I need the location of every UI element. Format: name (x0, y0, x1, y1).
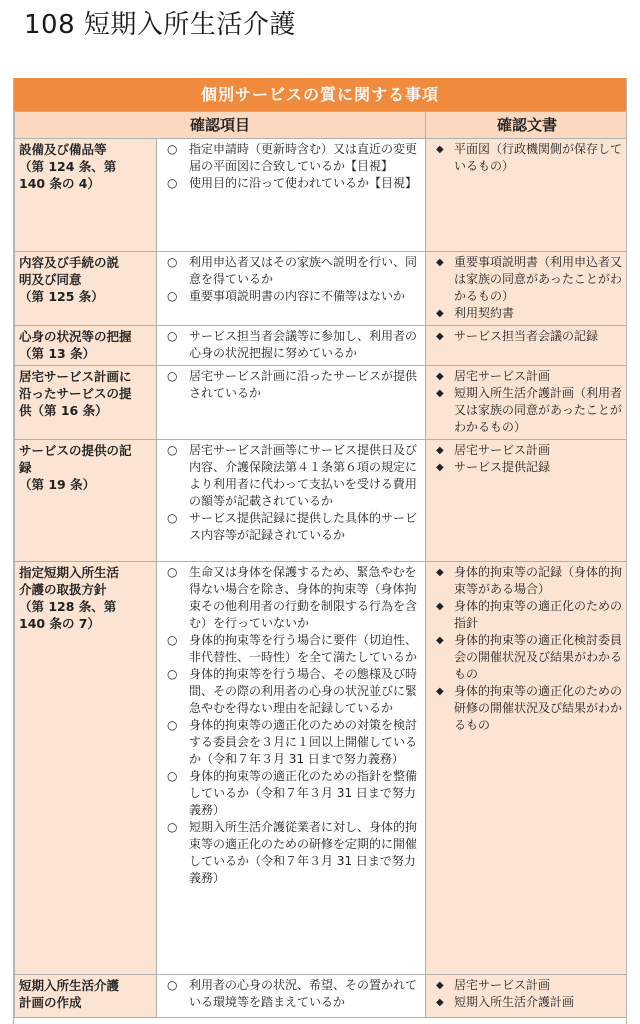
check-items-cell (157, 326, 426, 366)
check-item (161, 819, 422, 887)
diamond-bullet-icon: ◆ (436, 144, 444, 155)
circle-marker-icon: ○ (167, 718, 178, 732)
category-line: 供（第 16 条） (19, 403, 108, 418)
check-items-cell (157, 252, 426, 326)
checklist-sheet (13, 78, 627, 1024)
category-line: 140 条の 4） (19, 176, 100, 191)
category-line: 短期入所生活介護 (19, 978, 120, 993)
document-text: 居宅サービス計画 (454, 443, 551, 457)
section-banner: 個別サービスの質に関する事項 (14, 78, 626, 111)
check-item (161, 175, 422, 192)
check-docs-cell (426, 252, 627, 326)
diamond-bullet-icon: ◆ (436, 308, 444, 319)
check-item (161, 977, 422, 1011)
check-items-cell (157, 975, 426, 1018)
document-text: 居宅サービス計画 (454, 369, 551, 383)
circle-marker-icon: ○ (167, 369, 178, 383)
header-check-items: 確認項目 (15, 112, 426, 139)
category-line: （第 125 条） (19, 289, 104, 304)
document-item (430, 328, 625, 345)
check-item (161, 368, 422, 402)
check-item (161, 666, 422, 717)
check-item-text: 身体的拘束等の適正化のための指針を整備しているか（令和７年３月 31 日まで努力義務） (189, 769, 418, 817)
category-line: （第 13 条） (19, 346, 96, 361)
document-item (430, 683, 625, 734)
circle-marker-icon: ○ (167, 978, 178, 992)
document-text: サービス提供記録 (454, 460, 551, 474)
check-item-text: 短期入所生活介護従業者に対し、身体的拘束等の適正化のための研修を定期的に開催しているか（令和７年３月 31 日まで努力義務） (189, 820, 418, 885)
document-text: 身体的拘束等の適正化検討委員会の開催状況及び結果がわかるもの (454, 633, 623, 681)
category-line: （第 128 条、第 (19, 599, 117, 614)
category-cell (15, 139, 157, 252)
table-row (15, 366, 628, 440)
diamond-bullet-icon: ◆ (436, 462, 444, 473)
check-item-text: 利用者の心身の状況、希望、その置かれている環境等を踏まえているか (189, 978, 418, 1009)
category-line: 録 (19, 460, 32, 475)
check-item-text: 居宅サービス計画に沿ったサービスが提供されているか (189, 369, 418, 400)
document-text: 平面図（行政機関側が保存しているもの） (454, 142, 623, 173)
table-row (15, 326, 628, 366)
document-item (430, 459, 625, 476)
check-item (161, 564, 422, 632)
circle-marker-icon: ○ (167, 329, 178, 343)
check-item (161, 288, 422, 305)
circle-marker-icon: ○ (167, 820, 178, 834)
check-item (161, 442, 422, 510)
diamond-bullet-icon: ◆ (436, 997, 444, 1008)
circle-marker-icon: ○ (167, 633, 178, 647)
check-item-text: 居宅サービス計画等にサービス提供日及び内容、介護保険法第４１条第６項の規定により利用者に代わって支払いを受ける費用の額等が記載されているか (189, 443, 418, 508)
document-text: 利用契約書 (454, 306, 515, 320)
document-text: 身体的拘束等の記録（身体的拘束等がある場合） (454, 565, 623, 596)
check-docs-cell (426, 975, 627, 1018)
check-items-cell (157, 366, 426, 440)
check-item-text: 身体的拘束等を行う場合に要件（切迫性、非代替性、一時性）を全て満たしているか (189, 633, 418, 664)
category-cell (15, 326, 157, 366)
document-item (430, 632, 625, 683)
circle-marker-icon: ○ (167, 176, 178, 190)
check-item (161, 768, 422, 819)
category-line: 計画の作成 (19, 995, 82, 1010)
check-docs-cell (426, 139, 627, 252)
check-item (161, 254, 422, 288)
check-docs-cell (426, 562, 627, 975)
document-item (430, 977, 625, 994)
document-item (430, 254, 625, 305)
category-cell (15, 252, 157, 326)
document-text: 身体的拘束等の適正化のための指針 (454, 599, 623, 630)
check-docs-cell (426, 440, 627, 562)
check-item-text: 使用目的に沿って使われているか【目視】 (189, 176, 418, 190)
category-line: 沿ったサービスの提 (19, 386, 132, 401)
category-line: サービスの提供の記 (19, 443, 132, 458)
category-cell (15, 562, 157, 975)
diamond-bullet-icon: ◆ (436, 635, 444, 646)
category-line: （第 19 条） (19, 477, 96, 492)
circle-marker-icon: ○ (167, 142, 178, 156)
category-line: 内容及び手続の説 (19, 255, 120, 270)
diamond-bullet-icon: ◆ (436, 686, 444, 697)
diamond-bullet-icon: ◆ (436, 257, 444, 268)
check-item (161, 510, 422, 544)
diamond-bullet-icon: ◆ (436, 331, 444, 342)
document-text: 居宅サービス計画 (454, 978, 551, 992)
check-item-text: 身体的拘束等を行う場合、その態様及び時間、その際の利用者の心身の状況並びに緊急やむを得ない理由を記録しているか (189, 667, 418, 715)
document-item (430, 442, 625, 459)
table-header-row (15, 112, 628, 139)
checklist-table (14, 111, 627, 1018)
category-line: 設備及び備品等 (19, 142, 107, 157)
document-item (430, 141, 625, 175)
check-item-text: 指定申請時（更新時含む）又は直近の変更届の平面図に合致しているか【目視】 (189, 142, 418, 173)
document-item (430, 385, 625, 436)
document-item (430, 598, 625, 632)
check-item-text: サービス担当者会議等に参加し、利用者の心身の状況把握に努めているか (189, 329, 418, 360)
document-text: サービス担当者会議の記録 (454, 329, 599, 343)
check-item (161, 141, 422, 175)
table-row (15, 975, 628, 1018)
category-line: 心身の状況等の把握 (19, 329, 132, 344)
circle-marker-icon: ○ (167, 289, 178, 303)
circle-marker-icon: ○ (167, 443, 178, 457)
diamond-bullet-icon: ◆ (436, 371, 444, 382)
diamond-bullet-icon: ◆ (436, 445, 444, 456)
document-text: 身体的拘束等の適正化のための研修の開催状況及び結果がわかるもの (454, 684, 623, 732)
check-docs-cell (426, 366, 627, 440)
category-line: （第 124 条、第 (19, 159, 117, 174)
check-item-text: 利用申込者又はその家族へ説明を行い、同意を得ているか (189, 255, 418, 286)
table-row (15, 440, 628, 562)
document-item (430, 368, 625, 385)
check-item-text: 身体的拘束等の適正化のための対策を検討する委員会を３月に１回以上開催しているか（令和７年３月 31 日まで努力義務） (189, 718, 418, 766)
circle-marker-icon: ○ (167, 255, 178, 269)
diamond-bullet-icon: ◆ (436, 388, 444, 399)
check-item-text: 重要事項説明書の内容に不備等はないか (189, 289, 406, 303)
table-row (15, 252, 628, 326)
header-check-documents: 確認文書 (426, 112, 627, 139)
category-line: 指定短期入所生活 (19, 565, 120, 580)
table-row (15, 139, 628, 252)
check-items-cell (157, 139, 426, 252)
document-item (430, 564, 625, 598)
diamond-bullet-icon: ◆ (436, 601, 444, 612)
category-line: 明及び同意 (19, 272, 82, 287)
diamond-bullet-icon: ◆ (436, 980, 444, 991)
table-row (15, 562, 628, 975)
check-docs-cell (426, 326, 627, 366)
circle-marker-icon: ○ (167, 511, 178, 525)
check-item (161, 632, 422, 666)
category-line: 介護の取扱方針 (19, 582, 107, 597)
check-item-text: 生命又は身体を保護するため、緊急やむを得ない場合を除き、身体的拘束等（身体拘束その他利用者の行動を制限する行為を含む）を行っていないか (189, 565, 418, 630)
circle-marker-icon: ○ (167, 769, 178, 783)
category-cell (15, 366, 157, 440)
category-line: 居宅サービス計画に (19, 369, 132, 384)
page-title: 108 短期入所生活介護 (24, 10, 296, 40)
check-item (161, 328, 422, 362)
diamond-bullet-icon: ◆ (436, 567, 444, 578)
document-text: 重要事項説明書（利用申込者又は家族の同意があったことがわかるもの） (454, 255, 623, 303)
document-item (430, 994, 625, 1011)
category-cell (15, 975, 157, 1018)
category-line: 140 条の 7） (19, 616, 100, 631)
category-cell (15, 440, 157, 562)
document-item (430, 305, 625, 322)
check-items-cell (157, 562, 426, 975)
circle-marker-icon: ○ (167, 667, 178, 681)
check-item (161, 717, 422, 768)
document-text: 短期入所生活介護計画 (454, 995, 575, 1009)
circle-marker-icon: ○ (167, 565, 178, 579)
document-text: 短期入所生活介護計画（利用者又は家族の同意があったことがわかるもの） (454, 386, 623, 434)
check-items-cell (157, 440, 426, 562)
check-item-text: サービス提供記録に提供した具体的サービス内容等が記録されているか (189, 511, 418, 542)
